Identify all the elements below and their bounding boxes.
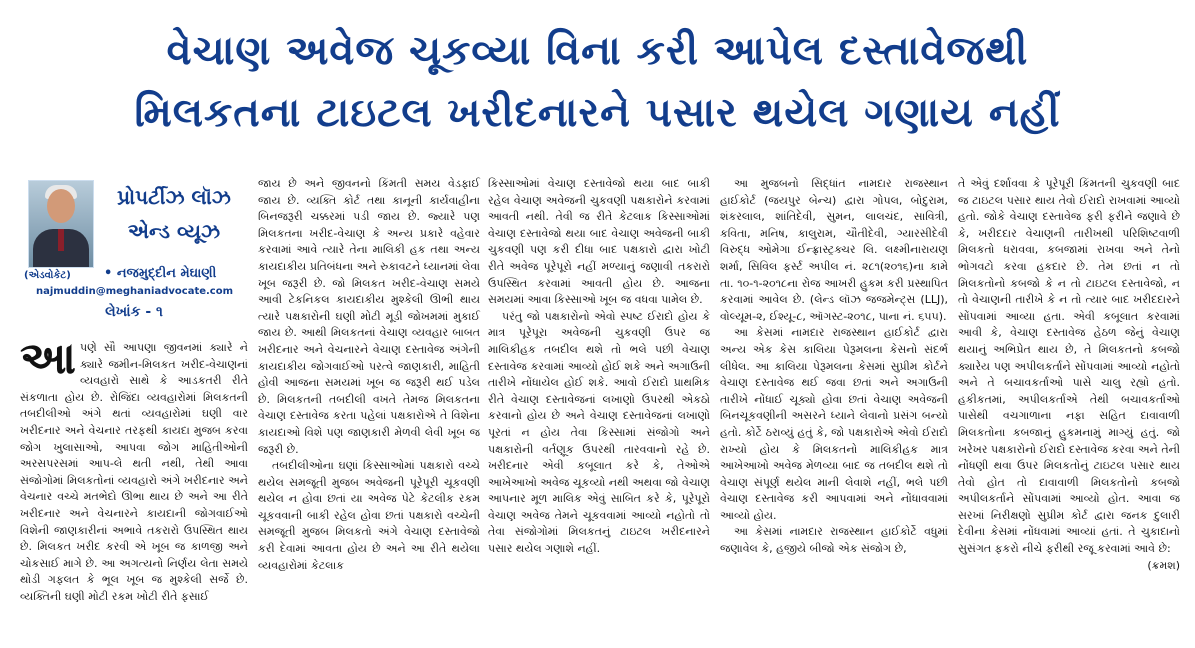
column-1-text: પણે સૌ આપણા જીવનમાં ક્યારે ને ક્યારે જમીન-મિલકત ખરીદ-વેચાણનાં વ્યવહારો સાથે કે આડકતરી રીતે સંકળાતા હોય છે. રોજિંદા વ્યવહારોમાં મિલકતની તબદીલીઓ અંગે થતાં વ્યવહારોમાં ઘણી વાર ખરીદનાર અને વેચનાર તરફથી કાયદા મુજબ કરવા જોગ ખુલાસાઓ, આપવા જોગ માહિતીઓની અરસપરસમાં આપ-લે થતી નથી, તેથી આવા સંજોગોમાં મિલકતોનાં વ્યવહારો અંગે ખરીદનાર અને વેચનાર વચ્ચે મતભેદો ઊભા થાય છે અને આ રીતે ખરીદનાર અને વેચનારને કાયદાની જોગવાઈઓ વિશેની જાણકારીનાં અભાવે તકરારો ઉપસ્થિત થાય છે. મિલકત ખરીદ કરવી એ ખૂબ જ કાળજી અને ચોકસાઈ માગે છે. આ અગત્યનો નિર્ણય લેતા સમયે થોડી ગફલત કે ભૂલ ખૂબ જ મુશ્કેલી સર્જે છે. વ્યક્તિની ઘણી મોટી રકમ ખોટી રીતે ફસાઈ <box>20 341 248 603</box>
column-2-para-2: તબદીલીઓના ઘણાં કિસ્સાઓમાં પક્ષકારો વચ્ચે થયેલ સમજૂતી મુજબ અવેજની પૂરેપૂરી ચૂકવણી થયેલ ન હોવા છતાં યા અવેજ પેટે કેટલીક રકમ ચૂકવવાની બાકી રહેલ હોવા છતાં પક્ષકારો વચ્ચેની સમજૂતી મુજબ મિલકતો અંગે વેચાણ દસ્તાવેજો કરી દેવામાં આવતા હોય છે અને આ રીતે થયેલા વ્યવહારોમાં કેટલાક <box>258 459 480 572</box>
column-header-box <box>20 178 248 312</box>
article-column-3 <box>488 176 710 558</box>
continued-label: (ક્રમશ) <box>1147 558 1180 572</box>
column-4-para-3: આ કેસમાં નામદાર રાજસ્થાન હાઈકોર્ટે વધુમાં જણાવેલ કે, હજીયે બીજો એક સંજોગ છે, <box>720 525 948 556</box>
author-email: najmuddin@meghaniadvocate.com <box>36 286 234 297</box>
column-2-para-1: જાય છે અને જીવનનો કિંમતી સમય વેડફાઈ જાય છે. વ્યક્તિ કોર્ટ તથા કાનૂની કાર્યવાહીના બિનજરૂરી ચક્કરમાં પડી જાય છે. જ્યારે પણ મિલકતના ખરીદ-વેચાણ કે અન્ય પ્રકારે વહેવાર કરવામાં આવે ત્યારે તેના માલિકી હક તથા અન્ય કાયદાકીય પ્રતિબંધના અને રુકાવટને ધ્યાનમાં લેવા ખૂબ જરૂરી છે. જો મિલકત ખરીદ-વેચાણ સમયે આવી ટેકનિકલ કાયદાકીય મુશ્કેલી ઊભી થાય ત્યારે પક્ષકારોની ઘણી મોટી મૂડી જોખમમાં મુકાઈ જાય છે. આથી મિલકતનાં વેચાણ વ્યવહાર બાબત ખરીદનાર અને વેચનારને વેચાણ દસ્તાવેજ અંગેની કાયદાકીય જોગવાઈઓ પરત્વે જાણકારી, માહિતી હોવી આજના સમયમાં ખૂબ જ જરૂરી થઈ પડેલ છે. મિલકતની તબદીલી વખતે તેમજ મિલકતના વેચાણ દસ્તાવેજ કરતા પહેલાં પક્ષકારોએ તે વિશેના કાયદાઓ વિશે પણ જાણકારી મેળવી લેવી ખૂબ જ જરૂરી છે. <box>258 177 480 456</box>
headline-line-2: મિલકતના ટાઇટલ ખરીદનારને પસાર થયેલ ગણાય નહીં <box>134 90 1061 136</box>
column-3-para-1: કિસ્સાઓમાં વેચાણ દસ્તાવેજો થયા બાદ બાકી રહેલ વેચાણ અવેજની ચુકવણી પક્ષકારોને કરવામાં આવતી નથી. તેવી જ રીતે કેટલાક કિસ્સાઓમાં વેચાણ દસ્તાવેજો થયા બાદ વેચાણ અવેજની બાકી ચુકવણી પણ કરી દીધા બાદ પક્ષકારો દ્વારા ખોટી રીતે અવેજ પૂરેપૂરો નહીં મળ્યાનું જણાવી તકરારો ઉપસ્થિત કરવામાં આવતી હોય છે. આજના સમયમાં આવા કિસ્સાઓ ખૂબ જ વધવા પામેલ છે. <box>488 177 710 307</box>
headline-line-1: વેચાણ અવેજ ચૂકવ્યા વિના કરી આપેલ દસ્તાવેજથી <box>166 28 1029 74</box>
column-3-para-2: પરંતુ જો પક્ષકારોનો એવો સ્પષ્ટ ઈરાદો હોય કે માત્ર પૂરેપૂરા અવેજની ચુકવણી ઉપર જ માલિકીહક તબદીલ થશે તો ભલે પછી વેચાણ દસ્તાવેજ કરવામાં આવ્યો હોઈ શકે અને અગાઉની તારીખે નોંધાયેલ હોઈ શકે. આવો ઈરાદો પ્રાથમિક રીતે વેચાણ દસ્તાવેજનાં લખાણો ઉપરથી એકઠો કરવાનો હોય છે અને વેચાણ દસ્તાવેજનાં લખાણો પૂરતાં ન હોય તેવા કિસ્સામાં સંજોગો અને પક્ષકારોની વર્તણૂક ઉપરથી તારવવાનો રહે છે. ખરીદનાર એવી કબૂલાત કરે કે, તેઓએ આખેઆખો અવેજ ચૂકવ્યો નથી અથવા જો વેચાણ આપનાર મૂળ માલિક એવું સાબિત કરે કે, પૂરેપૂરો વેચાણ અવેજ તેમને ચૂકવવામાં આવ્યો નહોતો તો તેવા સંજોગોમાં મિલકતનું ટાઇટલ ખરીદનારને પસાર થયેલ ગણાશે નહીં. <box>488 309 710 556</box>
advocate-label: (એડવોકેટ) <box>24 270 71 281</box>
article-column-4 <box>720 176 948 558</box>
author-name: • નજમુદ્દીન મેઘાણી <box>104 266 217 281</box>
column-4-para-1: આ મુજબનો સિદ્ધાંત નામદાર રાજસ્થાન હાઈકોર્ટ (જયપુર બેન્ચ) દ્વારા ગોપલ, બોદુરામ, શંકરલાલ, શાંતિદેવી, સુમન, લાલચંદ, સાવિત્રી, કવિતા, મનિષ, કાલુરામ, ચૌતીદેવી, ગ્યારસીદેવી વિરુદ્ધ ઓમેગા ઈન્ફ્રાસ્ટ્રક્ચર લિ. લક્ષ્મીનારાયણ શર્મા, સિવિલ ફર્સ્ટ અપીલ નં. ૨૮૧(૨૦૧૬)ના કામે તા. ૧૦-૧-૨૦૧૮ના રોજ આખરી હુકમ કરી પ્રસ્થાપિત કરવામાં આવેલ છે. (લેન્ડ લૉઝ જજમેન્ટ્સ (LLJ), વોલ્યૂમ-૨, ઈશ્યૂ-૮, ઑગસ્ટ-૨૦૧૮, પાના નં. ૬૫૫). <box>720 177 948 323</box>
article-column-5 <box>958 176 1180 574</box>
column-4-para-2: આ કેસમાં નામદાર રાજસ્થાન હાઈકોર્ટ દ્વારા અન્ય એક કેસ કાલિયા પેરૂમલના કેસનો સંદર્ભ લીધેલ. આ કાલિયા પેરૂમલના કેસમાં સુપ્રીમ કોર્ટને વેચાણ દસ્તાવેજ થઈ જવા છતાં અને અગાઉની તારીખે નોંધાઈ ચૂક્યો હોવા છતાં વેચાણ અવેજની બિનચૂકવણીની અસરને ધ્યાને લેવાનો પ્રસંગ બન્યો હતો. કોર્ટે ઠરાવ્યું હતું કે, જો પક્ષકારોએ એવો ઈરાદો રાખ્યો હોય કે મિલકતનો માલિકીહક માત્ર આખેઆખો અવેજ મેળવ્યા બાદ જ તબદીલ થશે તો વેચાણ સંપૂર્ણ થયેલ માની લેવાશે નહીં, ભલે પછી વેચાણ દસ્તાવેજ કરી આપવામાં અને નોંધાવવામાં આવ્યો હોય. <box>720 326 948 522</box>
headline <box>0 20 1195 144</box>
drop-cap: આ <box>20 333 76 384</box>
column-title <box>100 180 248 248</box>
column-5-para-1: તે એવું દર્શાવવા કે પૂરેપૂરી કિંમતની ચુકવણી બાદ જ ટાઇટલ પસાર થાય તેવો ઈરાદો રાખવામાં આવ્યો હતો. જોકે વેચાણ દસ્તાવેજ ફરી ફરીને જણાવે છે કે, ખરીદદાર વેચાણની તારીખથી પરિશિષ્ટવાળી મિલકતો ધરાવવા, કબજામાં રાખવા અને તેનો ભોગવટો કરવા હકદાર છે. તેમ છતાં ન તો મિલકતોનો કબજો કે ન તો ટાઇટલ દસ્તાવેજો, ન તો વેચાણની તારીખે કે ન તો ત્યાર બાદ ખરીદદારને સોંપવામાં આવ્યા હતા. એવી કબૂલાત કરવામાં આવી કે, વેચાણ દસ્તાવેજ હેઠળ જેનું વેચાણ થયાનું અભિપ્રેત થાય છે, તે મિલકતનો કબજો ક્યારેય પણ અપીલકર્તાને સોંપવામાં આવ્યો નહોતો અને તે બચાવકર્તાઓ પાસે ચાલુ રહ્યો હતો. હકીકતમાં, અપીલકર્તાએ તેથી બચાવકર્તાઓ પાસેથી વચગાળાના નફા સહિત દાવાવાળી મિલકતોના કબજાનું હુકમનામું માગ્યું હતું. જો ખરેખર પક્ષકારોનો ઈરાદો દસ્તાવેજ કરવા અને તેની નોંધણી થવા ઉપર મિલકતોનું ટાઇટલ પસાર થાય તેવો હોત તો દાવાવાળી મિલકતોનો કબજો અપીલકર્તાને સોંપવામાં આવ્યો હોત. આવા જ સરખાં નિરીક્ષણો સુપ્રીમ કોર્ટ દ્વારા જનક દુલારી દેવીના કેસમાં નોંધવામાં આવ્યાં હતાં. તે ચુકાદાનો સુસંગત ફકરો નીચે ફરીથી રજૂ કરવામાં આવે છે: <box>958 177 1180 556</box>
column-title-line-1: પ્રોપર્ટીઝ લૉઝ <box>117 185 231 209</box>
article-column-1 <box>20 333 248 606</box>
series-label: લેખાંક - ૧ <box>105 304 163 320</box>
column-title-line-2: એન્ડ વ્યૂઝ <box>127 219 221 243</box>
article-column-2 <box>258 176 480 574</box>
author-photo <box>28 180 94 268</box>
